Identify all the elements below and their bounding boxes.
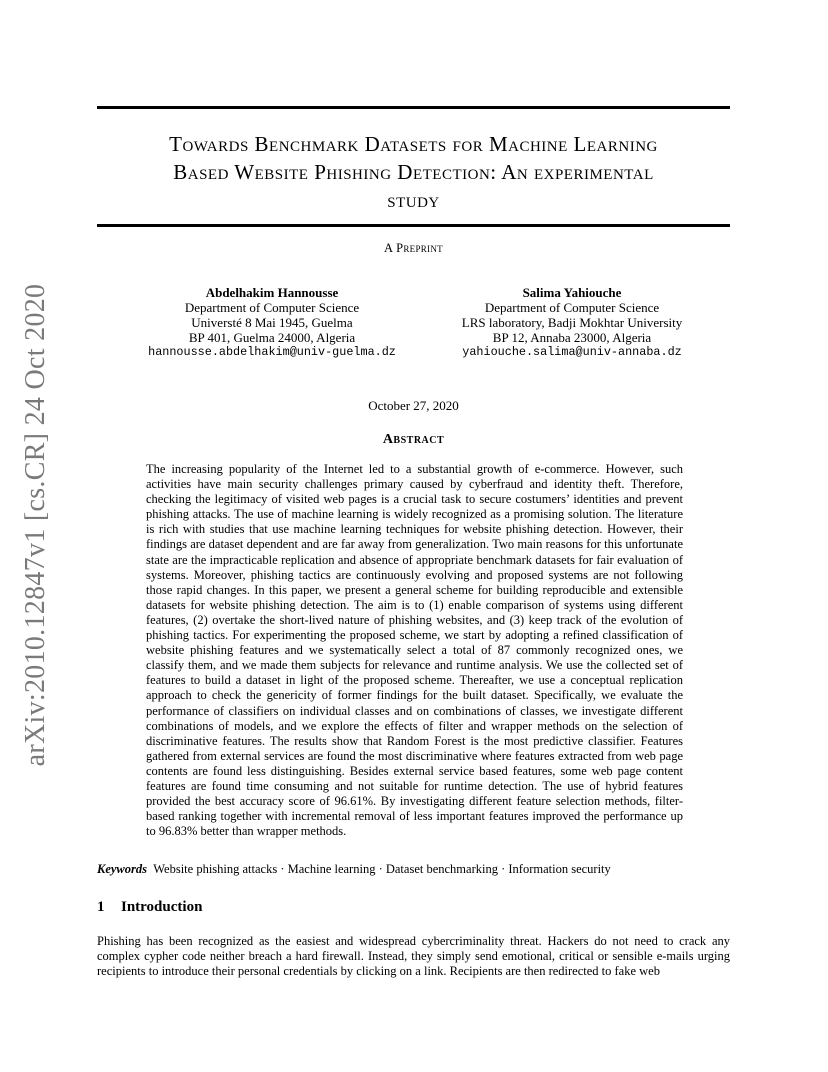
author-affiliation: Universté 8 Mai 1945, Guelma <box>191 315 353 330</box>
section-number: 1 <box>97 899 105 915</box>
title-line-2: Based Website Phishing Detection: An experimental <box>173 160 654 184</box>
keywords-line <box>97 862 737 877</box>
author-block-2 <box>432 285 712 360</box>
title-line-1: Towards Benchmark Datasets for Machine Learning <box>169 132 658 156</box>
keywords-text: Website phishing attacks · Machine learning · Dataset benchmarking · Information security <box>153 862 611 876</box>
author-block-1 <box>137 285 407 360</box>
author-name: Abdelhakim Hannousse <box>205 285 339 300</box>
section-title: Introduction <box>121 899 203 915</box>
author-name: Salima Yahiouche <box>522 285 622 300</box>
arxiv-identifier-stamp: arXiv:2010.12847v1 [cs.CR] 24 Oct 2020 <box>20 283 51 767</box>
title-line-3: study <box>387 188 440 212</box>
paper-title <box>97 130 730 214</box>
author-email: yahiouche.salima@univ-annaba.dz <box>462 345 682 359</box>
top-rule <box>97 106 730 109</box>
bottom-title-rule <box>97 224 730 227</box>
section-heading <box>97 899 202 916</box>
preprint-label: A Preprint <box>384 241 443 255</box>
author-affiliation: Department of Computer Science <box>484 300 660 315</box>
author-address: BP 12, Annaba 23000, Algeria <box>492 330 652 345</box>
keywords-label: Keywords <box>97 862 147 876</box>
publication-date: October 27, 2020 <box>368 398 459 413</box>
author-affiliation: LRS laboratory, Badji Mokhtar University <box>461 315 683 330</box>
intro-paragraph: Phishing has been recognized as the easiest and widespread cybercriminality threat. Hackers do not need to crack any complex cypher code neither breach a hard firewall. Instead, they simply send emotional, critical or sensible e-mails urging recipients to introduce their personal credentials by clicking on a link. Recipients are then redirected to fake web <box>97 934 730 978</box>
abstract-heading: Abstract <box>382 432 445 447</box>
author-address: BP 401, Guelma 24000, Algeria <box>188 330 356 345</box>
abstract-body: The increasing popularity of the Internet led to a substantial growth of e-commerce. However, such activities have main security challenges primary caused by cyberfraud and identity theft. Therefore, checking the legitimacy of visited web pages is a crucial task to secure costumers’ identities and prevent phishing attacks. The use of machine learning is widely recognized as a promising solution. The literature is rich with studies that use machine learning techniques for website phishing detection. However, their findings are dataset dependent and are far away from generalization. Two main reasons for this unfortunate state are the impracticable replication and absence of appropriate benchmark datasets for fair evaluation of systems. Moreover, phishing tactics are continuously evolving and proposed systems are not following those rapid changes. In this paper, we present a general scheme for building reproducible and extensible datasets for website phishing detection. The aim is to (1) enable comparison of systems using different features, (2) overtake the short-lived nature of phishing websites, and (3) keep track of the evolution of phishing tactics. For experimenting the proposed scheme, we start by adopting a refined classification of website phishing features and we systematically select a total of 87 commonly recognized ones, we classify them, and we made them subjects for relevance and runtime analysis. We use the collected set of features to build a dataset in light of the proposed scheme. Thereafter, we use a conceptual replication approach to check the genericity of former findings for the built dataset. Specifically, we evaluate the performance of classifiers on individual classes and on combinations of classes, we investigate different combinations of models, and we explore the effects of filter and wrapper methods on the selection of discriminative features. The results show that Random Forest is the most predictive classifier. Features gathered from external services are found the most discriminative where features extracted from web page contents are found less distinguishing. Besides external service based features, some web page content features are found time consuming and not suitable for runtime detection. The use of hybrid features provided the best accuracy score of 96.61%. By investigating different feature selection methods, filter-based ranking together with incremental removal of less important features improved the performance up to 96.83% better than wrapper methods. <box>146 462 683 839</box>
author-affiliation: Department of Computer Science <box>184 300 360 315</box>
author-email: hannousse.abdelhakim@univ-guelma.dz <box>148 345 396 359</box>
